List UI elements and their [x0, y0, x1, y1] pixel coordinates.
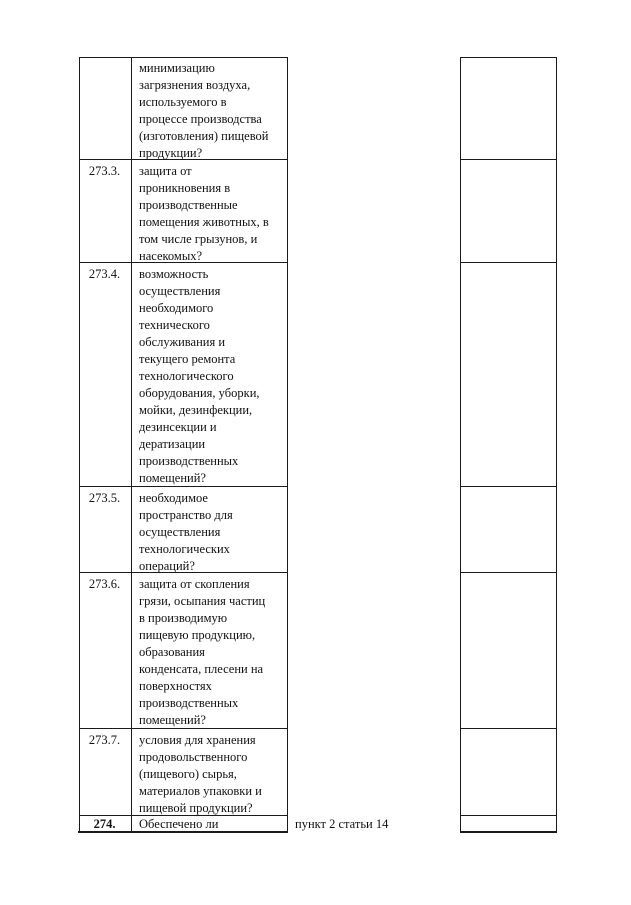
row-divider [460, 728, 557, 729]
question-line: производственные [139, 198, 238, 212]
question-line: обслуживания и [139, 335, 226, 349]
question-line: производственных [139, 454, 239, 468]
question-line: помещения животных, в [139, 215, 269, 229]
question-line: образования [139, 645, 205, 659]
item-number: 273.4. [88, 267, 121, 281]
question-line: осуществления [139, 525, 221, 539]
question-line: грязи, осыпания частиц [139, 594, 266, 608]
question-line: проникновения в [139, 181, 231, 195]
question-line: минимизацию [139, 61, 215, 75]
question-text [139, 816, 285, 832]
question-line: Обеспечено ли [139, 817, 219, 831]
question-line: защита от скопления [139, 577, 250, 591]
question-line: (пищевого) сырья, [139, 767, 237, 781]
question-line: процессе производства [139, 112, 262, 126]
question-line: насекомых? [139, 249, 203, 263]
table-bottom-border [460, 831, 557, 833]
question-line: оборудования, уборки, [139, 386, 260, 400]
question-line: конденсата, плесени на [139, 662, 264, 676]
question-line: условия для хранения [139, 733, 256, 747]
question-line: защита от [139, 164, 192, 178]
row-divider [460, 572, 557, 573]
question-text [139, 732, 285, 817]
question-line: поверхностях [139, 679, 212, 693]
question-line: пищевой продукции? [139, 801, 253, 815]
question-text [139, 576, 285, 729]
question-line: дератизации [139, 437, 206, 451]
question-line: помещений? [139, 471, 206, 485]
row-divider [460, 159, 557, 160]
question-line: материалов упаковки и [139, 784, 262, 798]
item-number: 273.3. [88, 164, 121, 178]
question-line: производственных [139, 696, 239, 710]
question-line: текущего ремонта [139, 352, 236, 366]
question-line: помещений? [139, 713, 206, 727]
table-top-border [79, 57, 288, 58]
question-text [139, 163, 285, 265]
column-border-question [287, 57, 288, 833]
row-divider [460, 262, 557, 263]
legal-reference: пункт 2 статьи 14 [295, 817, 389, 831]
question-line: технического [139, 318, 210, 332]
question-line: необходимого [139, 301, 214, 315]
question-line: продовольственного [139, 750, 248, 764]
question-line: загрязнения воздуха, [139, 78, 251, 92]
question-line: (изготовления) пищевой [139, 129, 269, 143]
question-text [139, 490, 285, 575]
column-border-number [131, 57, 132, 833]
question-line: в производимую [139, 611, 228, 625]
item-number: 273.6. [88, 577, 121, 591]
question-line: операций? [139, 559, 195, 573]
row-divider [460, 486, 557, 487]
row-divider [460, 815, 557, 816]
question-text [139, 60, 285, 162]
question-line: том числе грызунов, и [139, 232, 258, 246]
table-top-border [460, 57, 557, 58]
question-line: дезинсекции и [139, 420, 217, 434]
question-line: необходимое [139, 491, 208, 505]
column-border-answer-left [460, 57, 461, 833]
question-line: продукции? [139, 146, 203, 160]
item-number: 274. [93, 817, 116, 831]
column-border-answer-right [556, 57, 557, 833]
question-text [139, 266, 285, 487]
question-line: осуществления [139, 284, 221, 298]
question-line: технологического [139, 369, 234, 383]
question-line: пространство для [139, 508, 233, 522]
item-number: 273.7. [88, 733, 121, 747]
question-line: технологических [139, 542, 230, 556]
question-line: возможность [139, 267, 209, 281]
item-number: 273.5. [88, 491, 121, 505]
question-line: пищевую продукцию, [139, 628, 256, 642]
question-line: мойки, дезинфекции, [139, 403, 253, 417]
question-line: используемого в [139, 95, 227, 109]
